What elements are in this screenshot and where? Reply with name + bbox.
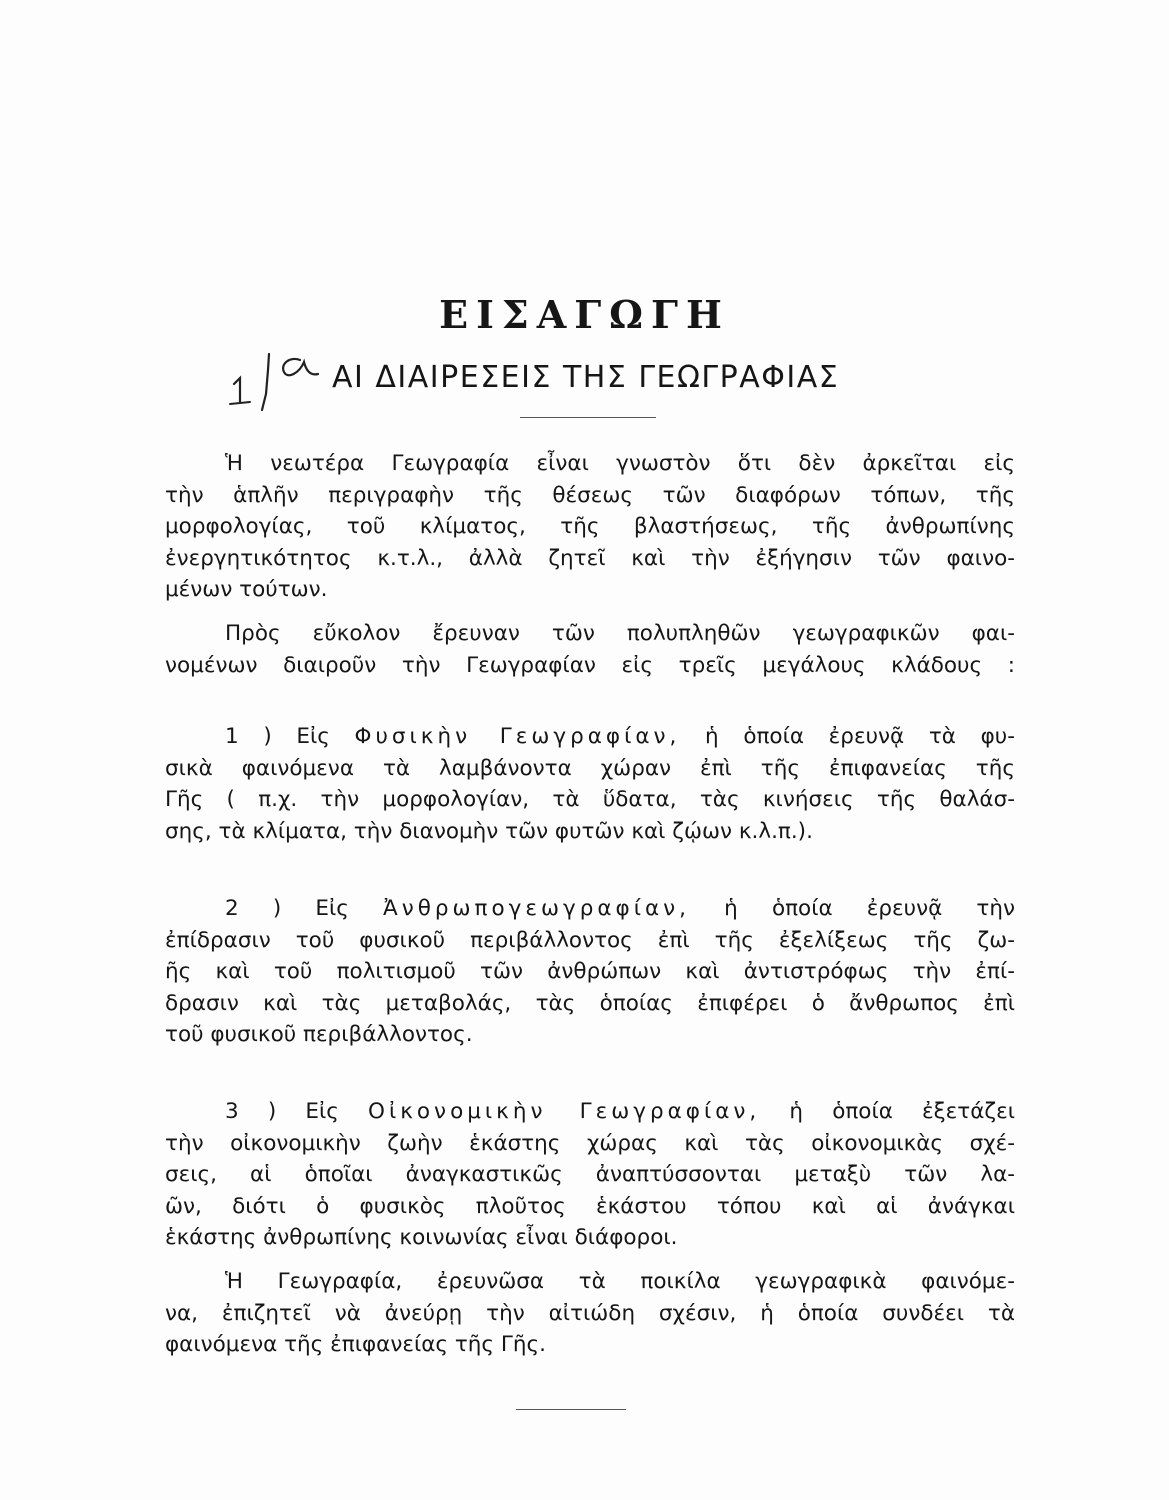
section-heading-row: [222, 356, 942, 416]
text-fragment: Εἰς: [305, 1099, 339, 1124]
paragraph-human-geography: [165, 893, 1015, 1051]
text-line: τοῦ φυσικοῦ περιβάλλοντος.: [165, 1022, 473, 1047]
text-line: δρασιν καὶ τὰς μεταβολάς, τὰς ὁποίας ἐπιφέρει ὁ ἄνθρωπος ἐπὶ: [165, 990, 1015, 1016]
text-line: νομένων διαιροῦν τὴν Γεωγραφίαν εἰς τρεῖς μεγάλους κλάδους :: [165, 652, 1015, 678]
paragraph-physical-geography: [165, 721, 1015, 847]
text-line: ἑκάστης ἀνθρωπίνης κοινωνίας εἶναι διάφοροι.: [165, 1225, 678, 1250]
text-line: [165, 893, 1015, 925]
handwritten-mark: [222, 340, 332, 420]
text-line: ῶν, διότι ὁ φυσικὸς πλοῦτος ἑκάστου τόπου καὶ αἱ ἀνάγκαι: [165, 1193, 1015, 1219]
text-fragment: Εἰς: [315, 896, 349, 921]
text-line: Ἡ νεωτέρα Γεωγραφία εἶναι γνωστὸν ὅτι δὲν ἀρκεῖται εἰς: [225, 451, 1015, 476]
text-line: ἐπίδρασιν τοῦ φυσικοῦ περιβάλλοντος ἐπὶ τῆς ἐξελίξεως τῆς ζω-: [165, 927, 1015, 953]
text-line: ἐνεργητικότητος κ.τ.λ., ἀλλὰ ζητεῖ καὶ τὴν ἐξήγησιν τῶν φαινο-: [165, 545, 1015, 571]
text-fragment: ἡ ὁποία ἐξετάζει: [789, 1099, 1015, 1124]
text-line: ῆς καὶ τοῦ πολιτισμοῦ τῶν ἀνθρώπων καὶ ἀντιστρόφως τὴν ἐπί-: [165, 959, 1015, 984]
paragraph-branches: [165, 618, 1015, 681]
text-line: τὴν ἁπλῆν περιγραφὴν τῆς θέσεως τῶν διαφόρων τόπων, τῆς: [165, 482, 1015, 508]
list-number: 3 ): [225, 1099, 277, 1124]
page-title: ΕΙΣΑΓΩΓΗ: [439, 292, 730, 337]
text-line: [165, 721, 1015, 753]
text-line: φαινόμενα τῆς ἐπιφανείας τῆς Γῆς.: [165, 1332, 546, 1357]
paragraph-intro: [165, 448, 1015, 606]
text-line: Γῆς ( π.χ. τὴν μορφολογίαν, τὰ ὕδατα, τὰς κινήσεις τῆς θαλάσ-: [165, 787, 1015, 812]
text-line: Ἡ Γεωγραφία, ἐρευνῶσα τὰ ποικίλα γεωγραφικὰ φαινόμε-: [225, 1269, 1015, 1294]
divider-bottom: [516, 1409, 626, 1410]
list-number: 2 ): [225, 896, 282, 921]
branch-term: Φυσικὴν Γεωγραφίαν,: [354, 724, 681, 749]
text-line: σικὰ φαινόμενα τὰ λαμβάνοντα χώραν ἐπὶ τῆς ἐπιφανείας τῆς: [165, 755, 1015, 781]
branch-term: Οἰκονομικὴν Γεωγραφίαν,: [368, 1099, 761, 1124]
text-fragment: ἡ ὁποία ἐρευνᾷ τὰ φυ-: [705, 724, 1015, 749]
paragraph-economic-geography: [165, 1096, 1015, 1254]
text-line: μένων τούτων.: [165, 577, 328, 602]
text-line: Πρὸς εὔκολον ἔρευναν τῶν πολυπληθῶν γεωγραφικῶν φαι-: [225, 621, 1015, 646]
paragraph-conclusion: [165, 1266, 1015, 1361]
text-line: [165, 1096, 1015, 1128]
text-line: σεις, αἱ ὁποῖαι ἀναγκαστικῶς ἀναπτύσσονται μεταξὺ τῶν λα-: [165, 1162, 1015, 1187]
text-fragment: ἡ ὁποία ἐρευνᾷ τὴν: [724, 896, 1016, 921]
text-line: να, ἐπιζητεῖ νὰ ἀνεύρῃ τὴν αἰτιώδη σχέσιν, ἡ ὁποία συνδέει τὰ: [165, 1300, 1015, 1326]
section-subtitle: ΑΙ ΔΙΑΙΡΕΣΕΙΣ ΤΗΣ ΓΕΩΓΡΑΦΙΑΣ: [332, 360, 840, 395]
text-line: μορφολογίας, τοῦ κλίματος, τῆς βλαστήσεως, τῆς ἀνθρωπίνης: [165, 514, 1015, 539]
divider-top: [520, 417, 656, 418]
text-line: τὴν οἰκονομικὴν ζωὴν ἑκάστης χώρας καὶ τὰς οἰκονομικὰς σχέ-: [165, 1130, 1015, 1156]
branch-term: Ἀνθρωπογεωγραφίαν,: [383, 896, 691, 921]
text-fragment: Εἰς: [296, 724, 330, 749]
text-line: σης, τὰ κλίματα, τὴν διανομὴν τῶν φυτῶν καὶ ζῴων κ.λ.π.).: [165, 818, 813, 844]
list-number: 1 ): [225, 724, 272, 749]
